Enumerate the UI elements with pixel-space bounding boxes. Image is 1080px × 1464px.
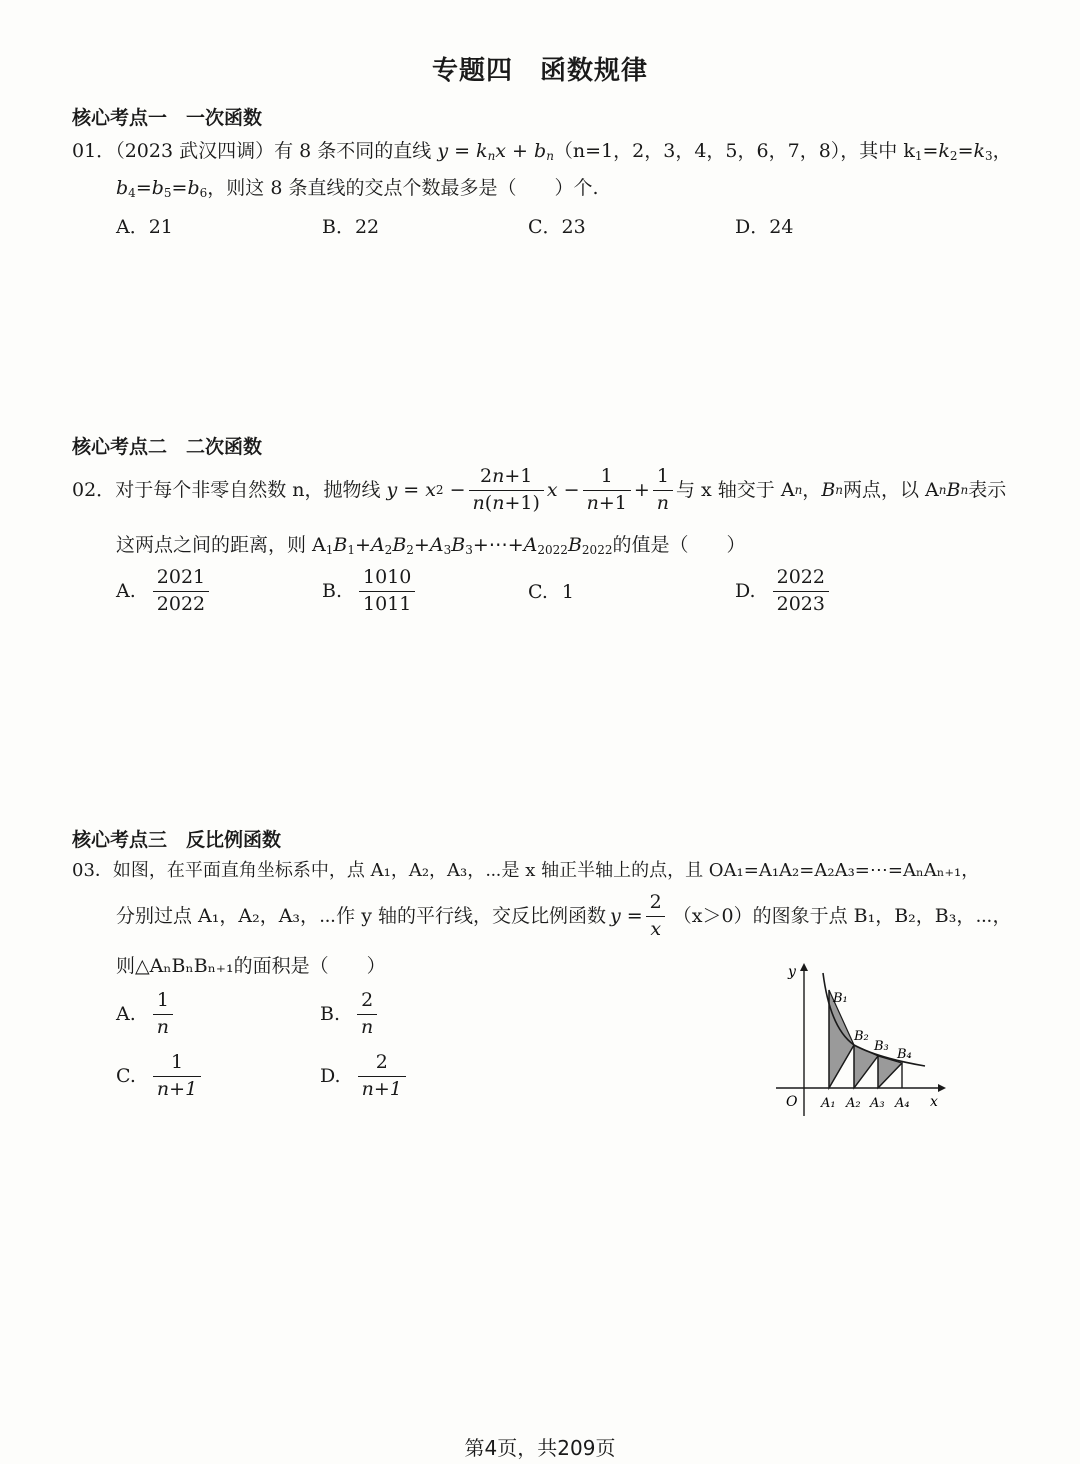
question-2-option-a[interactable]: A. $\frac{2021}{2022}$ — [116, 567, 212, 616]
question-3-line-3: 则△AₙBₙBₙ₊₁的面积是（ ） — [116, 955, 386, 977]
question-2-option-b[interactable]: B. $\frac{1010}{1011}$ — [322, 567, 418, 616]
question-1-option-a[interactable]: A．21 — [116, 216, 173, 238]
section-heading-quadratic: 核心考点二 二次函数 — [72, 436, 263, 458]
question-3-line-1: 03．如图，在平面直角坐标系中，点 A₁，A₂，A₃，⋯是 x 轴正半轴上的点，且 OA₁=A₁A₂=A₂A₃=⋯=AₙAₙ₊₁， — [72, 860, 980, 881]
question-3-option-d[interactable]: D. $\frac{2}{n+1}$ — [320, 1052, 409, 1101]
x-axis-label: x — [930, 1094, 938, 1110]
section-heading-inverse: 核心考点三 反比例函数 — [72, 829, 282, 851]
question-3-number: 03． — [72, 860, 113, 881]
question-1-option-c[interactable]: C．23 — [528, 216, 586, 238]
question-3-option-a[interactable]: A. $\frac{1}{n}$ — [116, 990, 176, 1039]
question-1-source: （2023 武汉四调） — [115, 140, 275, 162]
parabola-equation: y = x 2 − $\frac{2n+1}{n(n+1)}$ x − $\frac{1}{n+1}$ + $\frac{1}{n}$ — [386, 466, 676, 515]
x-axis-arrow — [938, 1084, 946, 1092]
question-1-option-b[interactable]: B．22 — [322, 216, 380, 238]
label-b3: B₃ — [874, 1039, 889, 1054]
question-2-line-2: 这两点之间的距离，则 $A_1B_1+A_2B_2+A_3B_3+\cdots+A_{2022}B_{2022}$的值是（ ） — [116, 534, 746, 557]
origin-label: O — [786, 1094, 798, 1110]
inverse-function-equation: y = $\frac{2}{x}$ — [610, 892, 669, 941]
label-b1: B₁ — [833, 991, 848, 1006]
question-1-line-1: 01．（2023 武汉四调）有 8 条不同的直线 $y = k_nx + b_n(n=1$，2，3，4，5，6，7，8），其中 $k_1=k_2=k_3$， — [72, 140, 1012, 163]
question-1-line-2: $b_4=b_5=b_6$，则这 8 条直线的交点个数最多是（ ）个. — [116, 177, 599, 200]
page-footer: 第4页，共209页 — [464, 1436, 616, 1460]
question-1-number: 01． — [72, 140, 116, 162]
page-title: 专题四 函数规律 — [431, 56, 648, 86]
question-3-line-2: 分别过点 A₁，A₂，A₃，⋯作 y 轴的平行线，交反比例函数 y = $\frac{2}{x}$ （x＞0）的图象于点 B₁，B₂，B₃，⋯， — [116, 891, 1012, 940]
label-a3: A₃ — [870, 1096, 885, 1111]
question-3-option-b[interactable]: B. $\frac{2}{n}$ — [320, 990, 380, 1039]
question-2-number: 02． — [72, 478, 116, 501]
label-b4: B₄ — [897, 1047, 912, 1062]
label-a1: A₁ — [821, 1096, 836, 1111]
section-heading-linear: 核心考点一 一次函数 — [72, 107, 263, 129]
question-2-line-1: 02． 对于每个非零自然数 n，抛物线 y = x 2 − $\frac{2n+1}{n(n+1)}$ x − $\frac{1}{n+1}$ + $\frac{1}{n}$ 与 x 轴交于 A n ， B n 两点，以 A n B n 表示 — [72, 465, 1007, 514]
y-axis-arrow — [800, 963, 808, 971]
question-2-option-d[interactable]: D. $\frac{2022}{2023}$ — [735, 567, 832, 616]
inverse-function-figure — [770, 958, 950, 1118]
linear-equation: $y = k_nx + b_n$ — [437, 140, 554, 163]
label-b2: B₂ — [854, 1029, 869, 1044]
label-a4: A₄ — [895, 1096, 910, 1111]
label-a2: A₂ — [846, 1096, 861, 1111]
question-3-option-c[interactable]: C. $\frac{1}{n+1}$ — [116, 1052, 204, 1101]
question-1-option-d[interactable]: D．24 — [735, 216, 794, 238]
y-axis-label: y — [788, 964, 796, 980]
question-2-option-c[interactable]: C. 1 — [528, 581, 574, 603]
